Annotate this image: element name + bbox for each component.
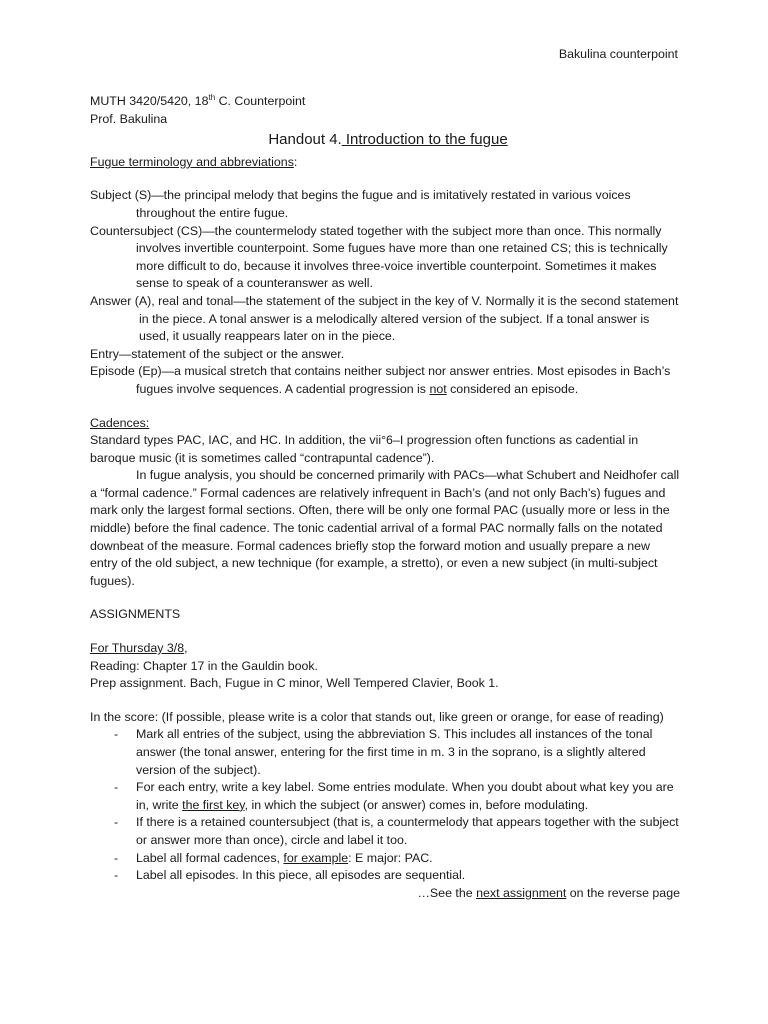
due-date-line: [90, 640, 680, 658]
dash-bullet: -: [114, 815, 119, 830]
note-underlined: next assignment: [476, 885, 567, 900]
list-item: [90, 850, 680, 868]
dash-bullet: -: [114, 780, 119, 795]
note-prefix: …See the: [417, 885, 477, 900]
cadences-heading: Cadences:: [90, 415, 150, 430]
spacer: [90, 693, 680, 709]
page-title: [90, 131, 680, 149]
handout-body: [90, 93, 680, 902]
list-item: [90, 814, 680, 849]
task-text-prefix: For each entry, write a key label. Some entries modulate. When you doubt about what key you are in, write: [136, 780, 674, 812]
dash-bullet: -: [114, 850, 119, 865]
course-line-suffix: C. Counterpoint: [215, 94, 306, 108]
list-item: [90, 867, 680, 885]
terminology-heading-text: Fugue terminology and abbreviations: [90, 154, 294, 169]
term-countersubject: Countersubject (CS)—the countermelody stated together with the subject more than once. This normally involves invertible counterpoint. Some fugues have more than one retained CS; this is technically more difficult to do, because it involves three-voice invertible counterpoint. Sometimes it makes sense to speak of a counteranswer as well.: [90, 223, 668, 291]
spacer: [90, 171, 680, 187]
spacer: [90, 399, 680, 415]
task-text-underlined: for example: [283, 850, 349, 865]
dash-bullet: -: [114, 868, 119, 883]
task-text-underlined: the first key: [182, 797, 245, 812]
task-text: Mark all entries of the subject, using the abbreviation S. This includes all instances of the tonal answer (the tonal answer, entering for the first time in m. 3 in the soprano, is a slightly altered version of the subject).: [136, 727, 653, 777]
title-prefix: Handout 4.: [268, 131, 342, 149]
term-subject: Subject (S)—the principal melody that begins the fugue and is imitatively restated in various voices throughout the entire fugue.: [90, 188, 631, 220]
reading-line: Reading: Chapter 17 in the Gauldin book.: [90, 658, 319, 673]
task-text: Label all episodes. In this piece, all episodes are sequential.: [136, 868, 466, 883]
term-episode-not: not: [429, 381, 447, 396]
title-underlined: Introduction to the fugue: [341, 131, 508, 149]
term-episode: [90, 363, 680, 398]
list-item: [90, 779, 680, 814]
course-line-sup: th: [208, 92, 216, 102]
spacer: [90, 624, 680, 640]
term-entry: Entry—statement of the subject or the answer.: [90, 346, 345, 361]
terminology-heading: [90, 154, 680, 172]
task-text-prefix: Label all formal cadences,: [136, 850, 284, 865]
reverse-page-note: [90, 885, 680, 903]
prep-line: Prep assignment. Bach, Fugue in C minor, Well Tempered Clavier, Book 1.: [90, 676, 499, 691]
list-item: [90, 726, 680, 779]
assignments-heading: ASSIGNMENTS: [90, 607, 181, 622]
course-line-prefix: MUTH 3420/5420, 18: [90, 94, 209, 108]
cadences-paragraph-2: In fugue analysis, you should be concerned primarily with PACs—what Schubert and Neidhofer call a “formal cadence.” Formal cadences are relatively infrequent in Bach’s (and not only Bach’s) fugues and mark only the largest formal sections. Often, there will be only one formal PAC (usually more or less in the middle) before the final cadence. The tonic cadential arrival of a formal PAC normally falls on the notated downbeat of the measure. Formal cadences briefly stop the forward motion and usually prepare a new entry of the old subject, a new technique (for example, a stretto), or even a new subject (in multi-subject fugues).: [90, 468, 680, 588]
course-line: [90, 93, 680, 111]
note-suffix: on the reverse page: [566, 885, 680, 900]
terminology-heading-colon: :: [293, 154, 298, 169]
score-intro: In the score: (If possible, please write is a color that stands out, like green or orange, for ease of reading): [90, 709, 664, 724]
running-head: Bakulina counterpoint: [558, 47, 678, 61]
term-episode-prefix: Episode (Ep)—a musical stretch that contains neither subject nor answer entries. Most episodes in Bach’s fugues involve sequences. A cadential progression is: [90, 364, 671, 396]
term-answer: Answer (A), real and tonal—the statement of the subject in the key of V. Normally it is the second statement in the piece. A tonal answer is a melodically altered version of the subject. If a tonal answer is used, it usually reappears later on in the piece.: [90, 293, 679, 344]
cadences-paragraph-1: Standard types PAC, IAC, and HC. In addition, the vii°6–I progression often functions as cadential in baroque music (it is sometimes called “contrapuntal cadence”).: [90, 433, 639, 465]
task-text: If there is a retained countersubject (that is, a countermelody that appears together with the subject or answer more than once), circle and label it too.: [136, 815, 679, 847]
due-date-comma: ,: [184, 641, 188, 656]
due-date: For Thursday 3/8: [90, 641, 185, 656]
task-list: [90, 726, 680, 884]
term-episode-suffix: considered an episode.: [446, 381, 579, 396]
spacer: [90, 590, 680, 606]
dash-bullet: -: [114, 727, 119, 742]
professor-line: Prof. Bakulina: [90, 111, 168, 126]
task-text-suffix: , in which the subject (or answer) comes in, before modulating.: [244, 797, 589, 812]
task-text-suffix: : E major: PAC.: [348, 850, 433, 865]
